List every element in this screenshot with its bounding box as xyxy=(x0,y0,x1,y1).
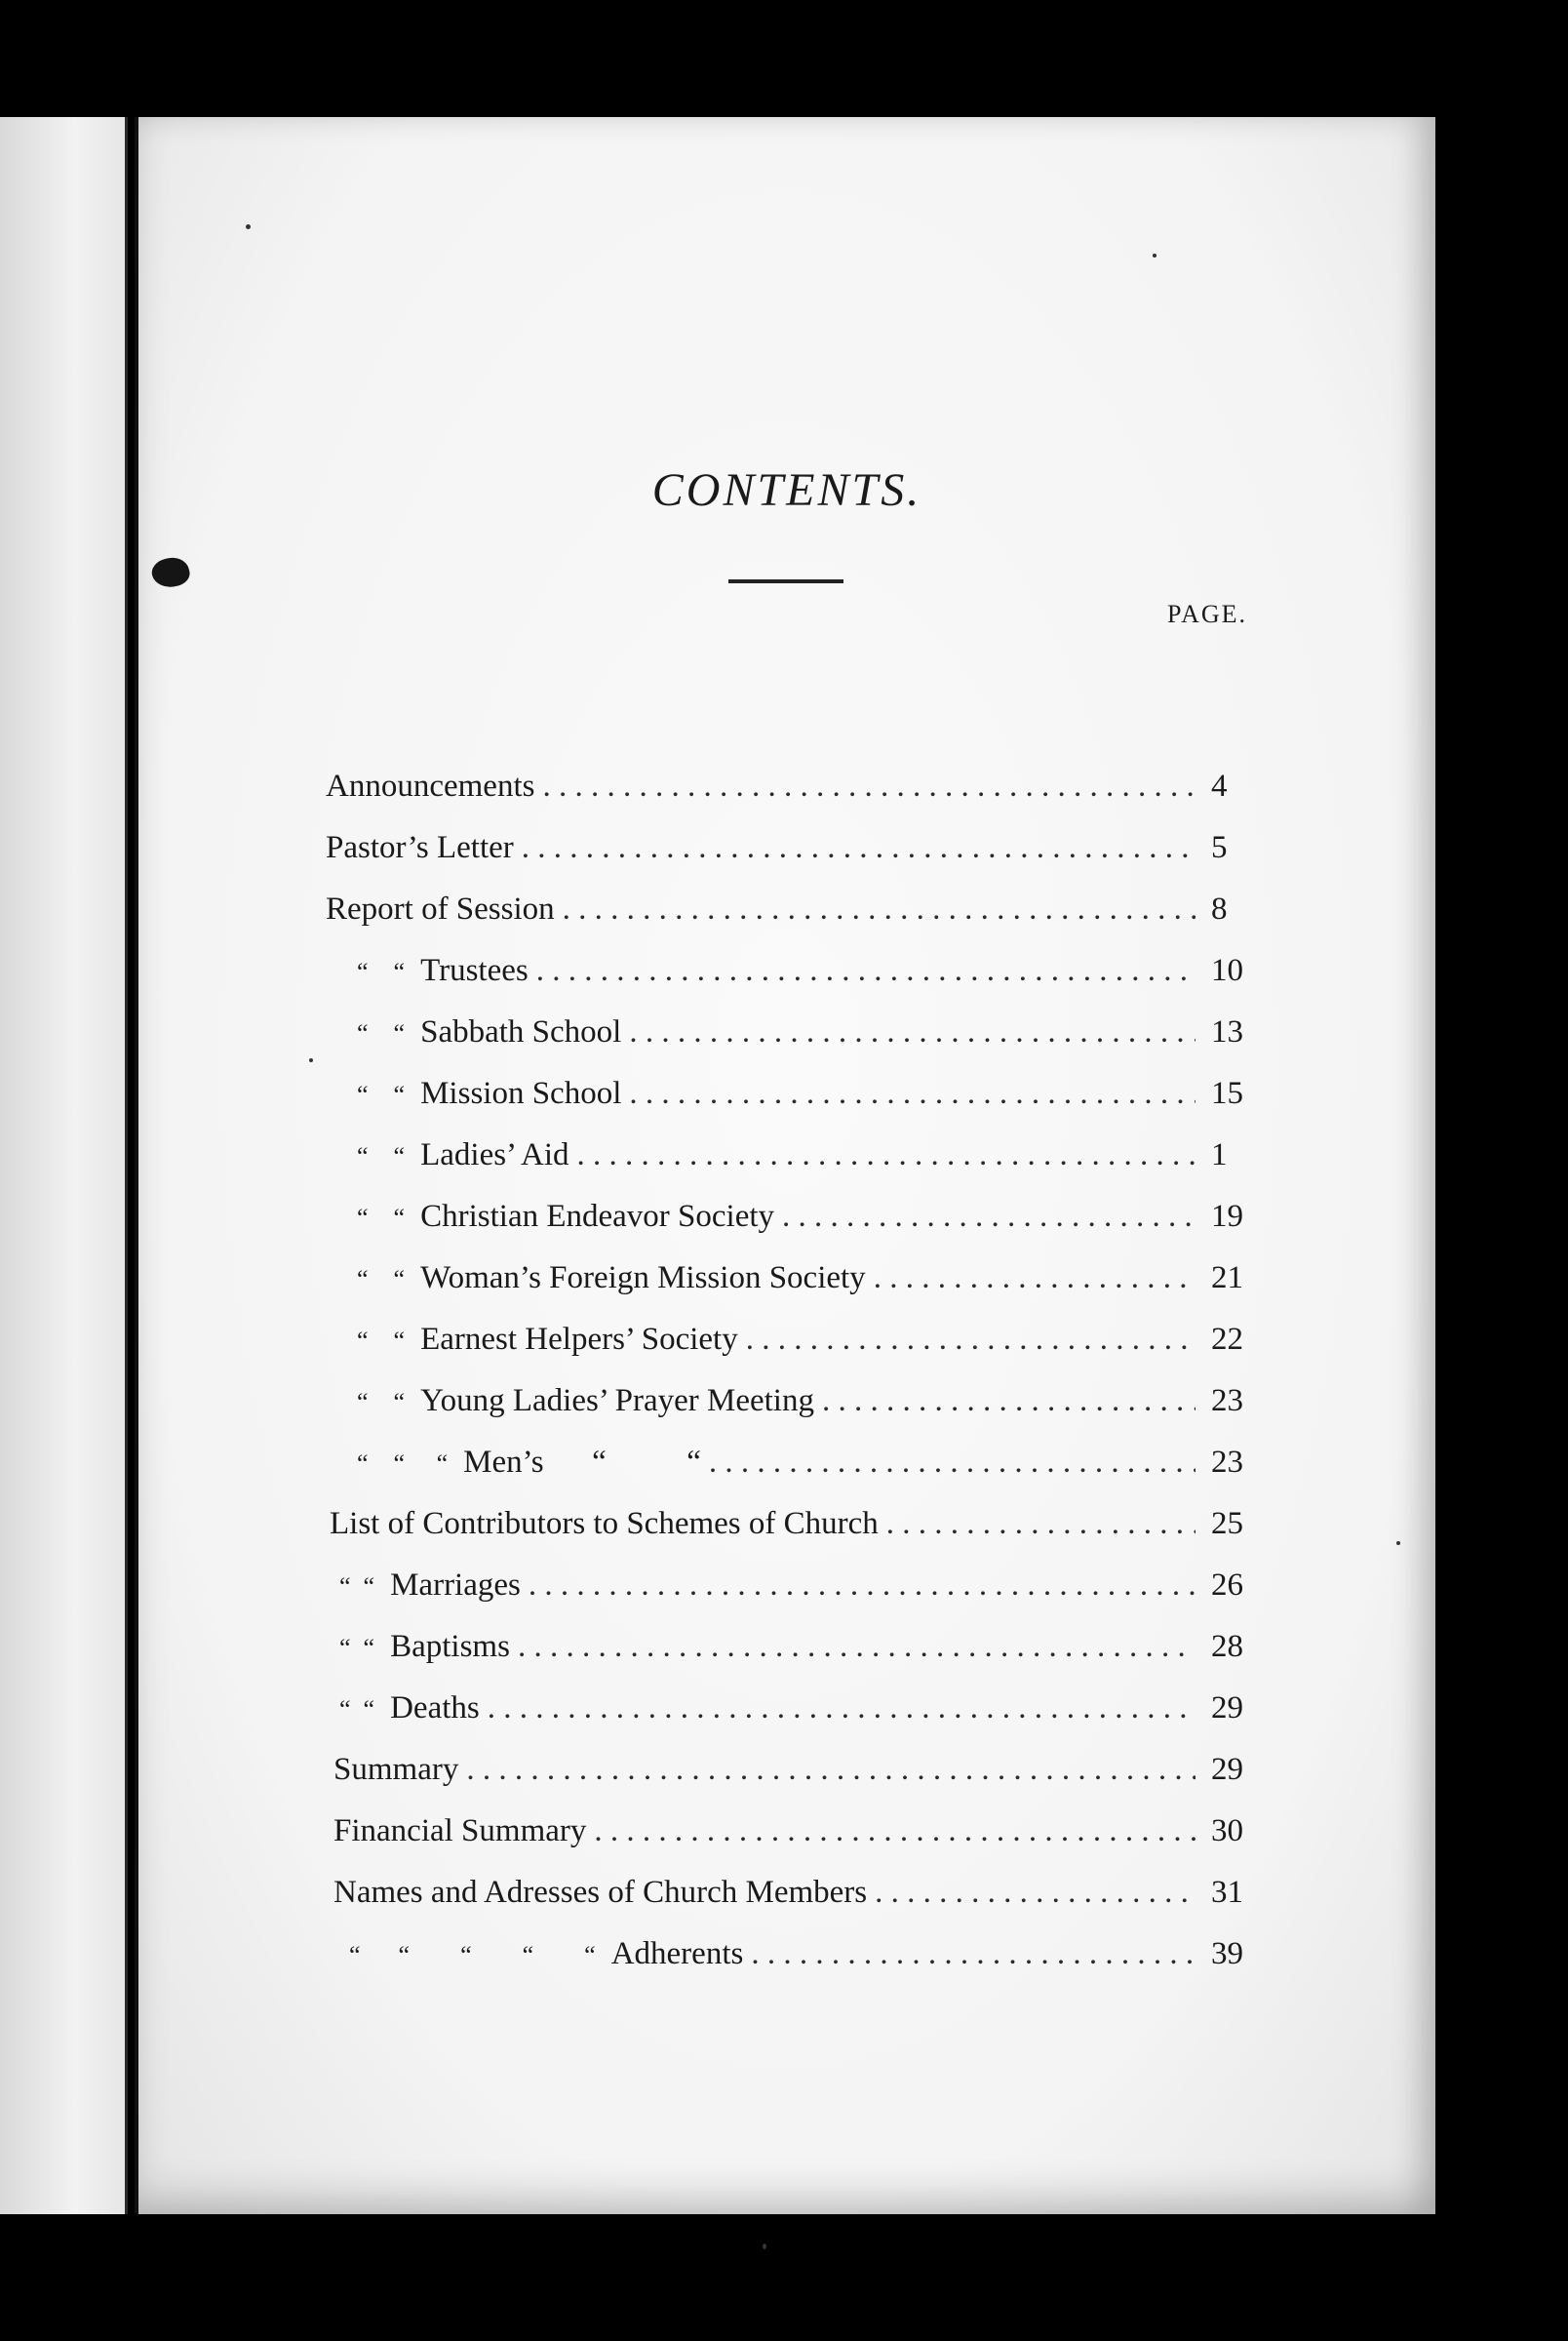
ink-speck xyxy=(1396,1541,1400,1545)
dot-leader xyxy=(542,769,1196,805)
toc-entry xyxy=(357,1260,1258,1299)
toc-entry xyxy=(357,1014,1258,1053)
toc-entry-title: Deaths xyxy=(390,1690,480,1726)
ditto-marks: “ “ “ “ “ xyxy=(349,1941,596,1969)
toc-entry-label xyxy=(357,1260,874,1296)
toc-page-number: 23 xyxy=(1211,1445,1243,1480)
ditto-marks: “ “ xyxy=(357,1142,406,1170)
ditto-marks: “ “ xyxy=(357,958,406,986)
toc-entry-title: Names and Adresses of Church Members xyxy=(333,1875,868,1910)
dot-leader xyxy=(746,1322,1196,1358)
toc-entry-title: Ladies’ Aid xyxy=(420,1137,569,1172)
toc-entry xyxy=(326,769,1258,808)
toc-entry-label xyxy=(357,1076,629,1112)
toc-page-number: 4 xyxy=(1211,769,1228,804)
toc-entry-title: Baptisms xyxy=(390,1629,510,1664)
toc-entry-label xyxy=(349,1936,751,1972)
toc-page-number: 23 xyxy=(1211,1383,1243,1418)
toc-page-number: 25 xyxy=(1211,1506,1243,1541)
ditto-marks: “ “ xyxy=(339,1695,375,1724)
toc-entry xyxy=(326,892,1258,931)
toc-entry-title: Trustees xyxy=(420,953,529,988)
toc-entry xyxy=(326,830,1258,869)
ditto-marks: “ “ “ xyxy=(357,1449,449,1478)
toc-entry-title: Announcements xyxy=(326,769,535,804)
toc-entry-label xyxy=(357,1199,782,1235)
toc-entry-title: Sabbath School xyxy=(420,1014,622,1050)
toc-entry-title: Financial Summary xyxy=(333,1813,587,1848)
toc-entry-label xyxy=(333,1813,594,1849)
ditto-marks: “ “ xyxy=(339,1634,375,1662)
toc-page-number: 15 xyxy=(1211,1076,1243,1111)
toc-entry-title: Marriages xyxy=(390,1567,521,1603)
ditto-marks: “ “ xyxy=(357,1388,406,1416)
toc-page-number: 39 xyxy=(1211,1936,1243,1971)
toc-entry-label xyxy=(339,1629,518,1665)
toc-entry xyxy=(357,1199,1258,1238)
toc-entry xyxy=(357,1137,1258,1176)
toc-entry xyxy=(357,1322,1258,1361)
toc-page-number: 21 xyxy=(1211,1260,1243,1295)
toc-entry-label xyxy=(330,1506,886,1542)
ink-speck xyxy=(763,2243,766,2249)
toc-page-number: 22 xyxy=(1211,1322,1243,1357)
ink-speck xyxy=(309,1058,313,1062)
dot-leader xyxy=(594,1813,1196,1849)
toc-entry-title: Report of Session xyxy=(326,892,555,927)
toc-entry-label xyxy=(326,892,563,928)
toc-page-number: 28 xyxy=(1211,1629,1243,1664)
toc-entry-label xyxy=(326,830,522,866)
toc-entry-title: Mission School xyxy=(420,1076,622,1111)
toc-page-number: 26 xyxy=(1211,1567,1243,1603)
toc-entry-title: Christian Endeavor Society xyxy=(420,1199,775,1234)
toc-entry xyxy=(333,1813,1258,1852)
dot-leader xyxy=(529,1567,1196,1604)
toc-entry-label xyxy=(333,1752,466,1788)
toc-entry-title: List of Contributors to Schemes of Church xyxy=(330,1506,879,1541)
toc-page-number: 30 xyxy=(1211,1813,1243,1848)
toc-page-number: 1 xyxy=(1211,1137,1228,1172)
ink-speck xyxy=(246,224,251,229)
ink-speck xyxy=(1153,254,1156,258)
toc-entry-title: Earnest Helpers’ Society xyxy=(420,1322,738,1357)
dot-leader xyxy=(782,1199,1196,1235)
toc-entry-label xyxy=(326,769,542,805)
ditto-marks: “ “ xyxy=(357,1265,406,1293)
dot-leader xyxy=(874,1260,1196,1296)
toc-entry-label xyxy=(333,1875,875,1911)
toc-entry xyxy=(349,1936,1258,1975)
toc-entry-label xyxy=(357,1322,746,1358)
ditto-marks: “ “ xyxy=(357,1204,406,1232)
toc-entry-label xyxy=(357,1137,577,1173)
dot-leader xyxy=(629,1014,1196,1051)
toc-page-number: 19 xyxy=(1211,1199,1243,1234)
toc-entry-label xyxy=(357,1383,822,1419)
dot-leader xyxy=(522,830,1196,866)
dot-leader xyxy=(709,1445,1196,1481)
toc-entry xyxy=(357,1383,1258,1422)
toc-entry xyxy=(333,1875,1258,1914)
page-column-label: PAGE. xyxy=(1167,600,1248,628)
toc-entry xyxy=(357,1445,1258,1484)
toc-entry xyxy=(339,1690,1258,1729)
toc-entry-label xyxy=(357,953,536,989)
toc-entry-title: Adherents xyxy=(610,1936,744,1971)
toc-entry xyxy=(339,1567,1258,1607)
dot-leader xyxy=(629,1076,1196,1112)
toc-entry xyxy=(357,1076,1258,1115)
page-title: CONTENTS. xyxy=(651,464,922,516)
dot-leader xyxy=(886,1506,1196,1542)
dot-leader xyxy=(563,892,1196,928)
title-rule xyxy=(728,579,843,583)
toc-entry-title: Woman’s Foreign Mission Society xyxy=(420,1260,866,1295)
dot-leader xyxy=(751,1936,1196,1972)
toc-entry xyxy=(339,1629,1258,1668)
toc-entry-title: Men’s “ “ xyxy=(463,1445,701,1480)
toc-entry-label xyxy=(357,1014,629,1051)
toc-page-number: 10 xyxy=(1211,953,1243,988)
dot-leader xyxy=(822,1383,1196,1419)
toc-entry-title: Pastor’s Letter xyxy=(326,830,514,865)
toc-entry xyxy=(357,953,1258,992)
dot-leader xyxy=(577,1137,1196,1173)
dot-leader xyxy=(488,1690,1196,1726)
contents-page xyxy=(138,117,1435,2214)
toc-page-number: 31 xyxy=(1211,1875,1243,1910)
toc-entry xyxy=(330,1506,1258,1545)
toc-page-number: 5 xyxy=(1211,830,1228,865)
toc-page-number: 29 xyxy=(1211,1752,1243,1787)
toc-page-number: 13 xyxy=(1211,1014,1243,1050)
ditto-marks: “ “ xyxy=(339,1572,375,1601)
toc-entry xyxy=(333,1752,1258,1791)
toc-page-number: 8 xyxy=(1211,892,1228,927)
toc-entry-title: Young Ladies’ Prayer Meeting xyxy=(420,1383,814,1418)
toc-entry-label xyxy=(357,1445,709,1481)
ditto-marks: “ “ xyxy=(357,1327,406,1355)
ditto-marks: “ “ xyxy=(357,1019,406,1048)
toc-entry-label xyxy=(339,1567,529,1604)
toc-page-number: 29 xyxy=(1211,1690,1243,1726)
dot-leader xyxy=(518,1629,1196,1665)
facing-page-edge xyxy=(0,117,128,2214)
dot-leader xyxy=(875,1875,1196,1911)
dot-leader xyxy=(466,1752,1196,1788)
toc-entry-label xyxy=(339,1690,488,1726)
dot-leader xyxy=(536,953,1196,989)
ditto-marks: “ “ xyxy=(357,1081,406,1109)
toc-entry-title: Summary xyxy=(333,1752,459,1787)
